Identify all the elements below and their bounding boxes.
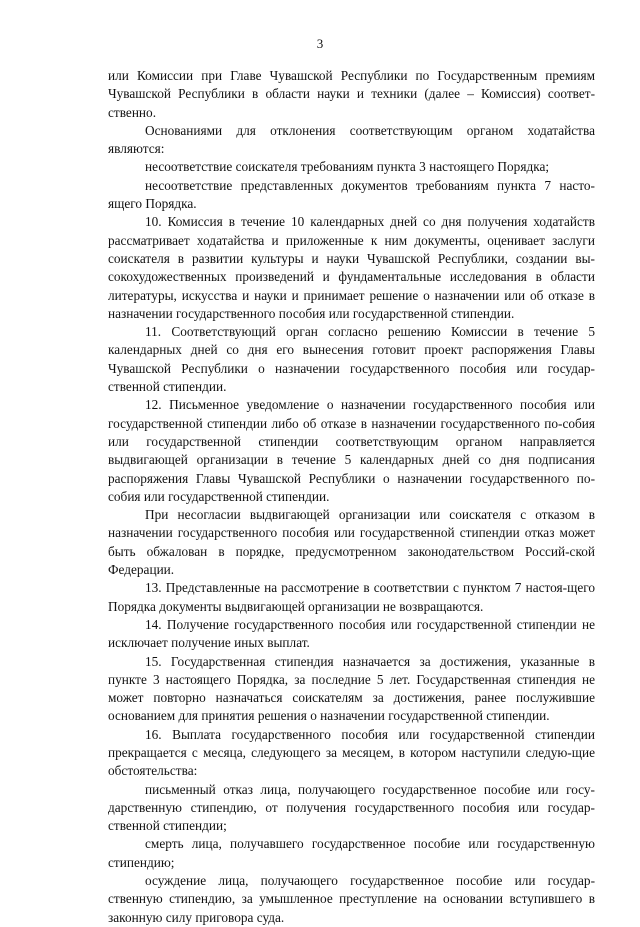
document-body [108,67,595,927]
page-number: 3 [316,36,324,51]
paragraph-rejection-grounds: Основаниями для отклонения соответствующим органом ходатайства являются: [108,122,595,157]
paragraph-circumstance-1: письменный отказ лица, получающего государственное пособие или госу-дарственную стипендию, от получения государственного пособия или государ-ственной стипендии; [108,781,595,834]
paragraph-ground-1: несоответствие соискателя требованиям пункта 3 настоящего Порядка; [145,159,550,175]
paragraph-appeal: При несогласии выдвигающей организации или соискателя с отказом в назначении государственного пособия или государственной стипендии отказ может быть обжалован в порядке, предусмотренном законодательством Россий-ской Федерации. [108,507,595,578]
paragraph-item-11: 11. Соответствующий орган согласно решению Комиссии в течение 5 календарных дней со дня его вынесения готовит проект распоряжения Главы Чувашской Республики о назначении государственного пособия или государ-ственной стипендии. [108,324,595,395]
paragraph-item-14: 14. Получение государственного пособия или государственной стипендии не исключает получение иных выплат. [108,616,595,651]
paragraph-item-13: 13. Представленные на рассмотрение в соответствии с пунктом 7 настоя-щего Порядка документы выдвигающей организации не возвращаются. [108,580,595,614]
paragraph-item-16: 16. Выплата государственного пособия или государственной стипендии прекращается с месяца, следующего за месяцем, в котором наступили следую-щие обстоятельства: [108,726,595,779]
paragraph-circumstance-3: осуждение лица, получающего государственное пособие или государ-ственную стипендию, за умышленное преступление на основании вступившего в законную силу приговора суда. [108,873,595,925]
paragraph-item-12: 12. Письменное уведомление о назначении государственного пособия или государственной стипендии либо об отказе в назначении государственного по-собия или государственной стипендии соответствующим органом направляется выдвигающей организации в течение 5 календарных дней со дня подписания распоряжения Главы Чувашской Республики о назначении государственного по-собия или государственной стипендии. [108,397,595,504]
paragraph-circumstance-2: смерть лица, получавшего государственное пособие или государственную стипендию; [108,836,595,870]
paragraph-item-10: 10. Комиссия в течение 10 календарных дней со дня получения ходатайств рассматривает ходатайства и приложенные к ним документы, оценивает заслуги соискателя в развитии культуры и науки Чувашской Республики, создании вы-сокохудожественных произведений и фундаментальные исследования в области литературы, искусства и науки и принимает решение о назначении или об отказе в назначении государственного пособия или государственной стипендии. [108,214,595,321]
paragraph-ground-2: несоответствие представленных документов требованиям пункта 7 насто-ящего Порядка. [108,177,595,212]
paragraph-item-15: 15. Государственная стипендия назначается за достижения, указанные в пункте 3 настоящего Порядка, за последние 5 лет. Государственная стипендия не может повторно назначаться соискателям за достижения, ранее послужившие основанием для принятия решения о назначении государственной стипендии. [108,653,595,724]
paragraph-continuation: или Комиссии при Главе Чувашской Республики по Государственным премиям Чувашской Республики в области науки и техники (далее – Комиссия) соответ-ственно. [108,68,595,120]
